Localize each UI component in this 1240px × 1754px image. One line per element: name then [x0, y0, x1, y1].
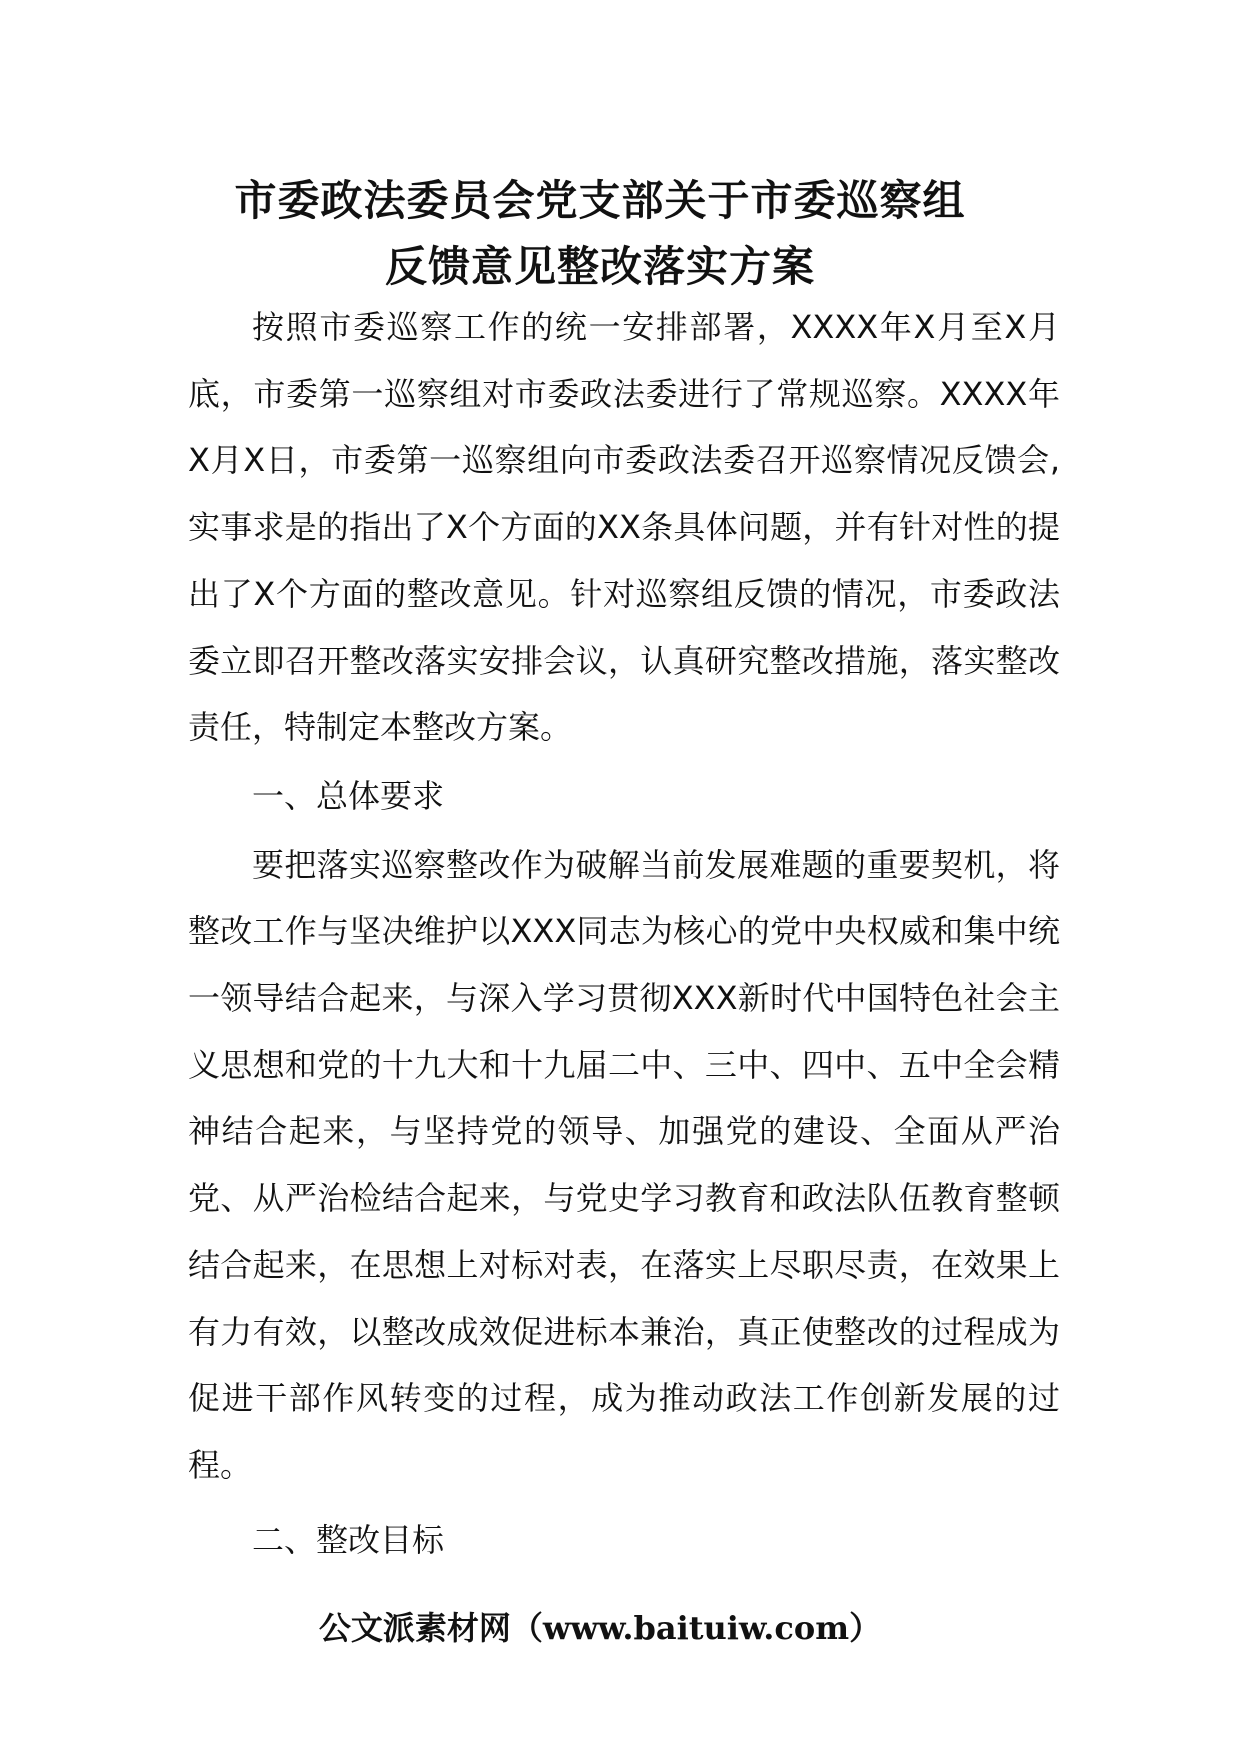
intro-paragraph: 按照市委巡察工作的统一安排部署，XXXX年X月至X月底，市委第一巡察组对市委政法委进行了常规巡察。XXXX年X月X日，市委第一巡察组向市委政法委召开巡察情况反馈会,实事求是的指出了X个方面的XX条具体问题，并有针对性的提出了X个方面的整改意见。针对巡察组反馈的情况，市委政法委立即召开整改落实安排会议，认真研究整改措施，落实整改责任，特制定本整改方案。 — [188, 308, 1060, 747]
document-body — [188, 294, 1060, 1573]
section-heading-rectification-goals: 二、整改目标 — [252, 1520, 445, 1559]
document-title-line-1: 市委政法委员会党支部关于市委巡察组 — [234, 176, 966, 225]
section-heading-general-requirements: 一、总体要求 — [252, 776, 445, 815]
general-requirements-paragraph: 要把落实巡察整改作为破解当前发展难题的重要契机，将整改工作与坚决维护以XXX同志为核心的党中央权威和集中统一领导结合起来，与深入学习贯彻XXX新时代中国特色社会主义思想和党的十九大和十九届二中、三中、四中、五中全会精神结合起来，与坚持党的领导、加强党的建设、全面从严治党、从严治检结合起来，与党史学习教育和政法队伍教育整顿结合起来，在思想上对标对表，在落实上尽职尽责，在效果上有力有效，以整改成效促进标本兼治，真正使整改的过程成为促进干部作风转变的过程，成为推动政法工作创新发展的过程。 — [188, 845, 1060, 1484]
document-title-line-2: 反馈意见整改落实方案 — [384, 242, 815, 291]
source-watermark: 公文派素材网（www.baituiw.com） — [318, 1609, 882, 1647]
